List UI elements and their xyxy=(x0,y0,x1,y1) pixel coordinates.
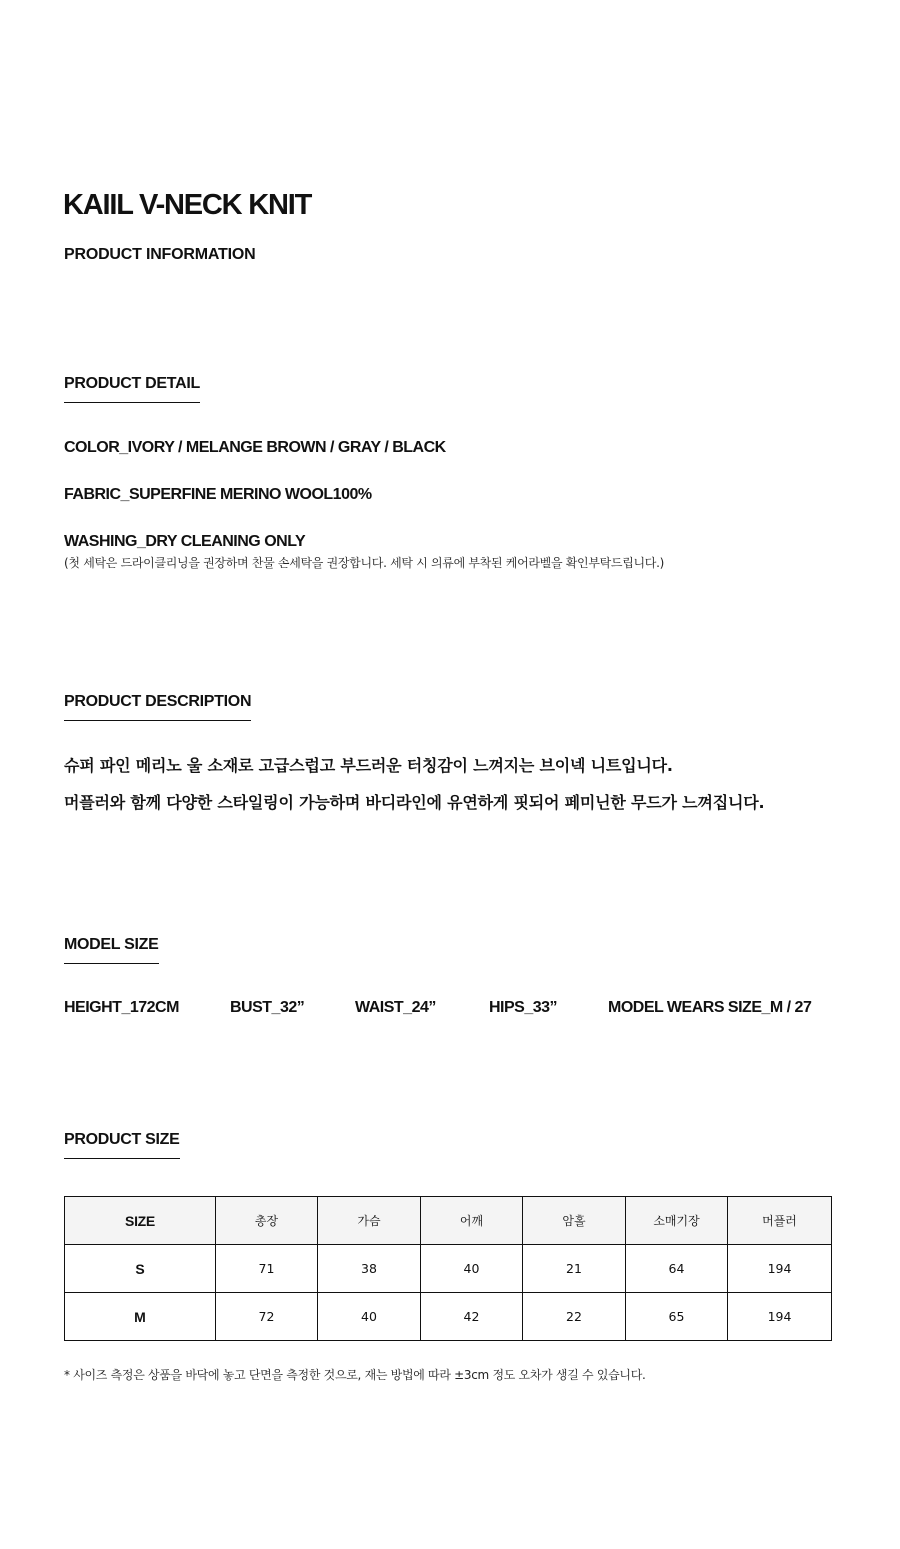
table-row xyxy=(65,1245,832,1293)
chest-cell: 40 xyxy=(318,1293,421,1341)
shoulder-cell: 40 xyxy=(421,1245,523,1293)
product-title: KAIIL V-NECK KNIT xyxy=(63,189,312,221)
column-header-size: SIZE xyxy=(65,1197,216,1245)
length-cell: 71 xyxy=(216,1245,318,1293)
size-table xyxy=(64,1196,832,1341)
model-height: HEIGHT_172CM xyxy=(64,999,179,1016)
color-detail: COLOR_IVORY / MELANGE BROWN / GRAY / BLACK xyxy=(64,439,446,456)
armhole-cell: 21 xyxy=(523,1245,626,1293)
description-line-1: 슈퍼 파인 메리노 울 소재로 고급스럽고 부드러운 터칭감이 느껴지는 브이넥 니트입니다. xyxy=(64,756,673,775)
description-line-2: 머플러와 함께 다양한 스타일링이 가능하며 바디라인에 유연하게 핏되어 페미닌한 무드가 느껴집니다. xyxy=(64,793,765,812)
shoulder-cell: 42 xyxy=(421,1293,523,1341)
muffler-cell: 194 xyxy=(728,1245,832,1293)
table-header-row xyxy=(65,1197,832,1245)
column-header-shoulder: 어깨 xyxy=(421,1197,523,1245)
chest-cell: 38 xyxy=(318,1245,421,1293)
washing-detail: WASHING_DRY CLEANING ONLY xyxy=(64,533,306,550)
sleeve-length-cell: 64 xyxy=(626,1245,728,1293)
length-cell: 72 xyxy=(216,1293,318,1341)
model-waist: WAIST_24” xyxy=(355,999,436,1016)
size-cell: M xyxy=(65,1293,216,1341)
washing-note: (첫 세탁은 드라이클리닝을 권장하며 찬물 손세탁을 권장합니다. 세탁 시 의류에 부착된 케어라벨을 확인부탁드립니다.) xyxy=(64,556,664,570)
column-header-chest: 가슴 xyxy=(318,1197,421,1245)
size-cell: S xyxy=(65,1245,216,1293)
fabric-detail: FABRIC_SUPERFINE MERINO WOOL100% xyxy=(64,486,372,503)
column-header-armhole: 암홀 xyxy=(523,1197,626,1245)
column-header-muffler: 머플러 xyxy=(728,1197,832,1245)
model-bust: BUST_32” xyxy=(230,999,305,1016)
column-header-length: 총장 xyxy=(216,1197,318,1245)
product-detail-heading: PRODUCT DETAIL xyxy=(64,374,200,403)
product-size-heading: PRODUCT SIZE xyxy=(64,1130,180,1159)
product-description-heading: PRODUCT DESCRIPTION xyxy=(64,692,251,721)
size-footnote: * 사이즈 측정은 상품을 바닥에 놓고 단면을 측정한 것으로, 재는 방법에 따라 ±3cm 정도 오차가 생길 수 있습니다. xyxy=(64,1368,646,1382)
sleeve-length-cell: 65 xyxy=(626,1293,728,1341)
armhole-cell: 22 xyxy=(523,1293,626,1341)
model-hips: HIPS_33” xyxy=(489,999,558,1016)
model-wears-size: MODEL WEARS SIZE_M / 27 xyxy=(608,999,812,1016)
table-row xyxy=(65,1293,832,1341)
product-information-label: PRODUCT INFORMATION xyxy=(64,246,256,263)
muffler-cell: 194 xyxy=(728,1293,832,1341)
model-size-heading: MODEL SIZE xyxy=(64,935,159,964)
column-header-sleeve-length: 소매기장 xyxy=(626,1197,728,1245)
